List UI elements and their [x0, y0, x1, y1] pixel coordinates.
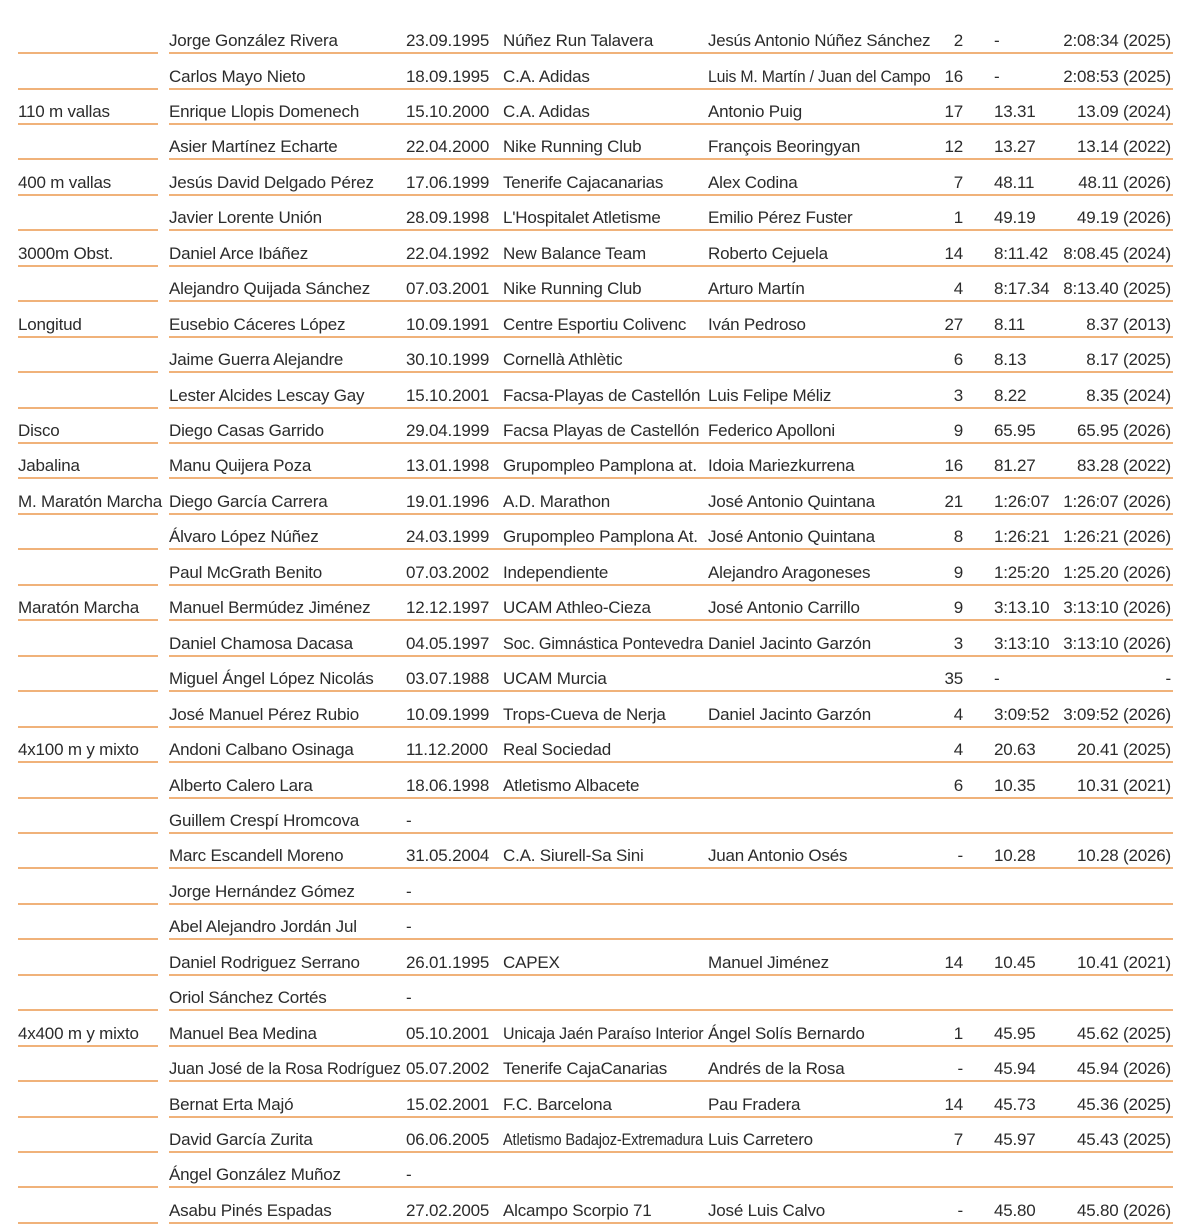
row-divider	[169, 1116, 1173, 1118]
number-cell: 14	[944, 243, 963, 263]
number-cell: 9	[953, 598, 963, 618]
event-divider	[18, 903, 158, 905]
row-divider	[169, 584, 1173, 586]
birth-date-cell: 03.07.1988	[406, 669, 490, 689]
number-cell: 1	[953, 208, 963, 228]
athlete-name-cell: Javier Lorente Unión	[169, 208, 322, 228]
row-divider	[169, 1009, 1173, 1011]
season-best-cell: 8:11.42	[994, 243, 1049, 263]
number-cell: 21	[944, 491, 963, 511]
birth-date-cell: 18.06.1998	[406, 775, 490, 795]
club-cell: Independiente	[503, 562, 609, 582]
athlete-name-cell: Bernat Erta Majó	[169, 1094, 294, 1114]
coach-cell: Roberto Cejuela	[708, 243, 828, 263]
row-divider	[169, 336, 1173, 338]
row-divider	[169, 88, 1173, 90]
birth-date-cell: 17.06.1999	[406, 172, 490, 192]
athlete-name-cell: Jesús David Delgado Pérez	[169, 172, 374, 192]
row-divider	[169, 797, 1173, 799]
row-divider	[169, 690, 1173, 692]
event-cell: Longitud	[18, 314, 82, 334]
event-cell: 110 m vallas	[18, 101, 110, 121]
number-cell: 9	[953, 421, 963, 440]
event-cell: Jabalina	[18, 456, 80, 476]
event-cell: M. Maratón Marcha	[18, 491, 162, 511]
personal-best-cell: 8:13.40 (2025)	[1063, 279, 1171, 299]
athlete-name-cell: Manu Quijera Poza	[169, 456, 312, 476]
row-divider	[169, 974, 1173, 976]
event-divider	[18, 867, 158, 869]
personal-best-cell: 2:08:53 (2025)	[1063, 66, 1171, 86]
birth-date-cell: -	[406, 917, 412, 937]
club-cell: Facsa Playas de Castellón	[503, 421, 700, 440]
club-cell: Tenerife CajaCanarias	[503, 1059, 667, 1079]
number-cell: 4	[953, 704, 963, 724]
event-divider	[18, 938, 158, 940]
number-cell: 9	[953, 562, 963, 582]
coach-cell: Federico Apolloni	[708, 421, 836, 440]
athlete-name-cell: Daniel Arce Ibáñez	[169, 243, 309, 263]
season-best-cell: 10.45	[994, 952, 1036, 972]
club-cell: C.A. Adidas	[503, 101, 590, 121]
club-cell: Facsa-Playas de Castellón	[503, 385, 701, 405]
event-divider	[18, 655, 158, 657]
season-best-cell: 13.31	[994, 101, 1036, 121]
season-best-cell: 45.97	[994, 1130, 1036, 1149]
personal-best-cell: 10.31 (2021)	[1076, 775, 1171, 795]
athlete-name-cell: Asier Martínez Echarte	[169, 137, 338, 157]
athlete-name-cell: Enrique Llopis Domenech	[169, 101, 360, 121]
event-cell: 4x400 m y mixto	[18, 1023, 139, 1043]
event-divider	[18, 513, 158, 515]
row-divider	[169, 1045, 1173, 1047]
event-cell: Disco	[18, 421, 60, 440]
season-best-cell: 45.94	[994, 1059, 1036, 1079]
season-best-cell: 3:09:52	[994, 704, 1050, 724]
birth-date-cell: 05.10.2001	[406, 1023, 490, 1043]
personal-best-cell: -	[1165, 669, 1171, 689]
number-cell: 4	[953, 279, 963, 299]
row-divider	[169, 158, 1173, 160]
personal-best-cell: 2:08:34 (2025)	[1063, 31, 1171, 50]
personal-best-cell: 8.35 (2024)	[1086, 385, 1171, 405]
row-divider	[169, 1080, 1173, 1082]
coach-cell: Luis Carretero	[708, 1130, 813, 1149]
number-cell: 27	[944, 314, 963, 334]
birth-date-cell: 07.03.2002	[406, 562, 490, 582]
event-divider	[18, 1045, 158, 1047]
personal-best-cell: 10.28 (2026)	[1076, 846, 1171, 866]
personal-best-cell: 10.41 (2021)	[1076, 952, 1171, 972]
season-best-cell: 8.13	[994, 350, 1027, 370]
personal-best-cell: 45.80 (2026)	[1076, 1200, 1171, 1220]
event-divider	[18, 88, 158, 90]
club-cell: New Balance Team	[503, 243, 646, 263]
athlete-name-cell: Daniel Rodriguez Serrano	[169, 952, 360, 972]
club-cell: C.A. Adidas	[503, 66, 590, 86]
birth-date-cell: 12.12.1997	[406, 598, 490, 618]
athlete-name-cell: Abel Alejandro Jordán Jul	[169, 917, 357, 937]
personal-best-cell: 48.11 (2026)	[1078, 172, 1171, 192]
personal-best-cell: 3:09:52 (2026)	[1063, 704, 1171, 724]
personal-best-cell: 20.41 (2025)	[1076, 740, 1171, 759]
personal-best-cell: 45.62 (2025)	[1076, 1023, 1171, 1043]
athlete-name-cell: Paul McGrath Benito	[169, 562, 323, 582]
coach-cell: José Antonio Carrillo	[708, 598, 860, 618]
coach-cell: Arturo Martín	[708, 279, 805, 299]
coach-cell: Alex Codina	[708, 172, 798, 192]
personal-best-cell: 65.95 (2026)	[1076, 421, 1171, 440]
number-cell: 14	[944, 1094, 963, 1114]
athlete-name-cell: José Manuel Pérez Rubio	[169, 704, 360, 724]
event-divider	[18, 619, 158, 621]
coach-cell: José Antonio Quintana	[708, 491, 875, 511]
number-cell: 1	[953, 1023, 963, 1043]
event-divider	[18, 371, 158, 373]
athlete-name-cell: Carlos Mayo Nieto	[169, 66, 306, 86]
event-divider	[18, 1186, 158, 1188]
season-best-cell: -	[994, 31, 1000, 50]
birth-date-cell: 23.09.1995	[406, 31, 490, 50]
birth-date-cell: 06.06.2005	[406, 1130, 490, 1149]
athlete-name-cell: Jorge González Rivera	[169, 31, 338, 50]
club-cell: A.D. Marathon	[503, 491, 611, 511]
number-cell: 12	[944, 137, 963, 157]
athlete-name-cell: Diego García Carrera	[169, 491, 328, 511]
event-divider	[18, 1222, 158, 1224]
birth-date-cell: 22.04.2000	[406, 137, 490, 157]
number-cell: 6	[953, 350, 963, 370]
club-cell: Soc. Gimnástica Pontevedra	[503, 633, 704, 653]
birth-date-cell: 07.03.2001	[406, 279, 490, 299]
event-divider	[18, 548, 158, 550]
row-divider	[169, 1151, 1173, 1153]
athlete-name-cell: Guillem Crespí Hromcova	[169, 810, 360, 830]
birth-date-cell: 13.01.1998	[406, 456, 490, 476]
row-divider	[169, 442, 1173, 444]
coach-cell: José Luis Calvo	[708, 1200, 826, 1220]
event-divider	[18, 1116, 158, 1118]
personal-best-cell: 8.37 (2013)	[1086, 314, 1171, 334]
birth-date-cell: 31.05.2004	[406, 846, 490, 866]
row-divider	[169, 407, 1173, 409]
number-cell: -	[957, 846, 963, 866]
number-cell: 8	[953, 527, 963, 547]
coach-cell: Daniel Jacinto Garzón	[708, 633, 872, 653]
athlete-name-cell: Lester Alcides Lescay Gay	[169, 385, 365, 405]
athlete-name-cell: Asabu Pinés Espadas	[169, 1200, 332, 1220]
athlete-name-cell: David García Zurita	[169, 1130, 313, 1149]
number-cell: 17	[944, 101, 963, 121]
birth-date-cell: 04.05.1997	[406, 633, 490, 653]
coach-cell: Luis Felipe Méliz	[708, 385, 832, 405]
event-divider	[18, 336, 158, 338]
coach-cell: Antonio Puig	[708, 101, 803, 121]
personal-best-cell: 8.17 (2025)	[1086, 350, 1171, 370]
row-divider	[169, 513, 1173, 515]
birth-date-cell: 29.04.1999	[406, 421, 490, 440]
coach-cell: Daniel Jacinto Garzón	[708, 704, 872, 724]
event-divider	[18, 761, 158, 763]
season-best-cell: -	[994, 66, 1000, 86]
birth-date-cell: 19.01.1996	[406, 491, 490, 511]
season-best-cell: 1:26:21	[994, 527, 1050, 547]
coach-cell: Jesús Antonio Núñez Sánchez	[708, 31, 931, 50]
birth-date-cell: -	[406, 881, 412, 901]
number-cell: 3	[953, 633, 963, 653]
event-divider	[18, 690, 158, 692]
birth-date-cell: -	[406, 1165, 412, 1185]
birth-date-cell: -	[406, 810, 412, 830]
club-cell: UCAM Murcia	[503, 669, 607, 689]
row-divider	[169, 1186, 1173, 1188]
season-best-cell: 3:13:10	[994, 633, 1050, 653]
event-divider	[18, 265, 158, 267]
event-divider	[18, 726, 158, 728]
number-cell: 4	[953, 740, 963, 759]
birth-date-cell: 10.09.1999	[406, 704, 490, 724]
season-best-cell: 1:26:07	[994, 491, 1050, 511]
athlete-name-cell: Jorge Hernández Gómez	[169, 881, 355, 901]
season-best-cell: 13.27	[994, 137, 1036, 157]
row-divider	[169, 123, 1173, 125]
birth-date-cell: 22.04.1992	[406, 243, 490, 263]
event-divider	[18, 229, 158, 231]
coach-cell: François Beoringyan	[708, 137, 861, 157]
season-best-cell: 8.22	[994, 385, 1027, 405]
club-cell: Nike Running Club	[503, 279, 642, 299]
birth-date-cell: 15.10.2000	[406, 101, 490, 121]
event-divider	[18, 194, 158, 196]
event-divider	[18, 300, 158, 302]
athlete-name-cell: Manuel Bermúdez Jiménez	[169, 598, 371, 618]
personal-best-cell: 8:08.45 (2024)	[1063, 243, 1171, 263]
personal-best-cell: 45.36 (2025)	[1076, 1094, 1171, 1114]
row-divider	[169, 938, 1173, 940]
row-divider	[169, 832, 1173, 834]
club-cell: Nike Running Club	[503, 137, 642, 157]
number-cell: 35	[944, 669, 963, 689]
personal-best-cell: 1:26:21 (2026)	[1063, 527, 1171, 547]
athlete-name-cell: Ángel González Muñoz	[169, 1165, 341, 1185]
club-cell: F.C. Barcelona	[503, 1094, 612, 1114]
club-cell: C.A. Siurell-Sa Sini	[503, 846, 644, 866]
coach-cell: Luis M. Martín / Juan del Campo	[708, 66, 931, 86]
number-cell: 14	[944, 952, 963, 972]
club-cell: Trops-Cueva de Nerja	[503, 704, 666, 724]
personal-best-cell: 1:26:07 (2026)	[1063, 491, 1171, 511]
birth-date-cell: 10.09.1991	[406, 314, 490, 334]
season-best-cell: 3:13.10	[994, 598, 1050, 618]
event-cell: 400 m vallas	[18, 172, 112, 192]
coach-cell: Juan Antonio Osés	[708, 846, 848, 866]
season-best-cell: -	[994, 669, 1000, 689]
season-best-cell: 45.80	[994, 1200, 1036, 1220]
athlete-name-cell: Alberto Calero Lara	[169, 775, 313, 795]
event-divider	[18, 1009, 158, 1011]
event-divider	[18, 797, 158, 799]
coach-cell: Ángel Solís Bernardo	[708, 1023, 865, 1043]
event-divider	[18, 158, 158, 160]
season-best-cell: 20.63	[994, 740, 1036, 759]
event-divider	[18, 1080, 158, 1082]
row-divider	[169, 371, 1173, 373]
club-cell: Tenerife Cajacanarias	[503, 172, 664, 192]
season-best-cell: 45.73	[994, 1094, 1036, 1114]
season-best-cell: 48.11	[994, 172, 1035, 192]
personal-best-cell: 83.28 (2022)	[1076, 456, 1171, 476]
athlete-name-cell: Jaime Guerra Alejandre	[169, 350, 344, 370]
athlete-name-cell: Marc Escandell Moreno	[169, 846, 344, 866]
event-cell: 3000m Obst.	[18, 243, 114, 263]
number-cell: 3	[953, 385, 963, 405]
club-cell: Cornellà Athlètic	[503, 350, 623, 370]
birth-date-cell: -	[406, 988, 412, 1008]
athlete-name-cell: Manuel Bea Medina	[169, 1023, 317, 1043]
event-divider	[18, 52, 158, 54]
row-divider	[169, 655, 1173, 657]
personal-best-cell: 1:25.20 (2026)	[1063, 562, 1171, 582]
coach-cell: José Antonio Quintana	[708, 527, 875, 547]
event-divider	[18, 407, 158, 409]
birth-date-cell: 15.02.2001	[406, 1094, 490, 1114]
number-cell: 6	[953, 775, 963, 795]
birth-date-cell: 27.02.2005	[406, 1200, 490, 1220]
personal-best-cell: 45.94 (2026)	[1076, 1059, 1171, 1079]
row-divider	[169, 477, 1173, 479]
athlete-name-cell: Juan José de la Rosa Rodríguez	[169, 1059, 401, 1079]
birth-date-cell: 11.12.2000	[406, 740, 488, 759]
coach-cell: Andrés de la Rosa	[708, 1059, 845, 1079]
row-divider	[169, 265, 1173, 267]
season-best-cell: 10.28	[994, 846, 1036, 866]
birth-date-cell: 15.10.2001	[406, 385, 490, 405]
birth-date-cell: 28.09.1998	[406, 208, 490, 228]
athlete-name-cell: Oriol Sánchez Cortés	[169, 988, 327, 1008]
personal-best-cell: 13.09 (2024)	[1076, 101, 1171, 121]
number-cell: -	[957, 1200, 963, 1220]
number-cell: 7	[953, 1130, 963, 1149]
row-divider	[169, 619, 1173, 621]
coach-cell: Iván Pedroso	[708, 314, 806, 334]
coach-cell: Alejandro Aragoneses	[708, 562, 871, 582]
club-cell: UCAM Athleo-Cieza	[503, 598, 651, 618]
club-cell: Unicaja Jaén Paraíso Interior	[503, 1023, 704, 1043]
personal-best-cell: 3:13:10 (2026)	[1063, 633, 1171, 653]
row-divider	[169, 903, 1173, 905]
row-divider	[169, 300, 1173, 302]
season-best-cell: 45.95	[994, 1023, 1036, 1043]
season-best-cell: 8.11	[994, 314, 1026, 334]
event-divider	[18, 477, 158, 479]
club-cell: Atletismo Albacete	[503, 775, 640, 795]
season-best-cell: 81.27	[994, 456, 1036, 476]
number-cell: 2	[953, 31, 963, 50]
athlete-name-cell: Eusebio Cáceres López	[169, 314, 346, 334]
coach-cell: Idoia Mariezkurrena	[708, 456, 855, 476]
row-divider	[169, 229, 1173, 231]
personal-best-cell: 49.19 (2026)	[1076, 208, 1171, 228]
personal-best-cell: 13.14 (2022)	[1076, 137, 1171, 157]
row-divider	[169, 194, 1173, 196]
personal-best-cell: 3:13:10 (2026)	[1063, 598, 1171, 618]
coach-cell: Manuel Jiménez	[708, 952, 829, 972]
club-cell: Núñez Run Talavera	[503, 31, 654, 50]
row-divider	[169, 1222, 1173, 1224]
club-cell: Alcampo Scorpio 71	[503, 1200, 652, 1220]
athlete-name-cell: Miguel Ángel López Nicolás	[169, 669, 374, 689]
birth-date-cell: 18.09.1995	[406, 66, 490, 86]
athlete-name-cell: Daniel Chamosa Dacasa	[169, 633, 353, 653]
club-cell: Centre Esportiu Colivenc	[503, 314, 687, 334]
coach-cell: Emilio Pérez Fuster	[708, 208, 853, 228]
athlete-name-cell: Diego Casas Garrido	[169, 421, 324, 440]
athlete-name-cell: Alejandro Quijada Sánchez	[169, 279, 371, 299]
row-divider	[169, 726, 1173, 728]
number-cell: -	[957, 1059, 963, 1079]
season-best-cell: 65.95	[994, 421, 1036, 440]
personal-best-cell: 45.43 (2025)	[1076, 1130, 1171, 1149]
number-cell: 16	[944, 66, 963, 86]
club-cell: CAPEX	[503, 952, 560, 972]
event-divider	[18, 123, 158, 125]
club-cell: Real Sociedad	[503, 740, 611, 759]
number-cell: 7	[953, 172, 963, 192]
season-best-cell: 49.19	[994, 208, 1036, 228]
club-cell: Atletismo Badajoz-Extremadura	[503, 1130, 704, 1149]
event-divider	[18, 832, 158, 834]
athlete-name-cell: Andoni Calbano Osinaga	[169, 740, 354, 759]
row-divider	[169, 548, 1173, 550]
birth-date-cell: 30.10.1999	[406, 350, 490, 370]
birth-date-cell: 05.07.2002	[406, 1059, 490, 1079]
event-divider	[18, 1151, 158, 1153]
season-best-cell: 10.35	[994, 775, 1036, 795]
row-divider	[169, 52, 1173, 54]
row-divider	[169, 867, 1173, 869]
birth-date-cell: 24.03.1999	[406, 527, 490, 547]
event-divider	[18, 442, 158, 444]
club-cell: Grupompleo Pamplona At.	[503, 527, 698, 547]
event-cell: Maratón Marcha	[18, 598, 139, 618]
season-best-cell: 1:25:20	[994, 562, 1050, 582]
coach-cell: Pau Fradera	[708, 1094, 801, 1114]
event-divider	[18, 974, 158, 976]
club-cell: L'Hospitalet Atletisme	[503, 208, 661, 228]
event-divider	[18, 584, 158, 586]
athlete-name-cell: Álvaro López Núñez	[169, 527, 319, 547]
club-cell: Grupompleo Pamplona at.	[503, 456, 697, 476]
row-divider	[169, 761, 1173, 763]
number-cell: 16	[944, 456, 963, 476]
birth-date-cell: 26.01.1995	[406, 952, 490, 972]
event-cell: 4x100 m y mixto	[18, 740, 139, 759]
season-best-cell: 8:17.34	[994, 279, 1050, 299]
